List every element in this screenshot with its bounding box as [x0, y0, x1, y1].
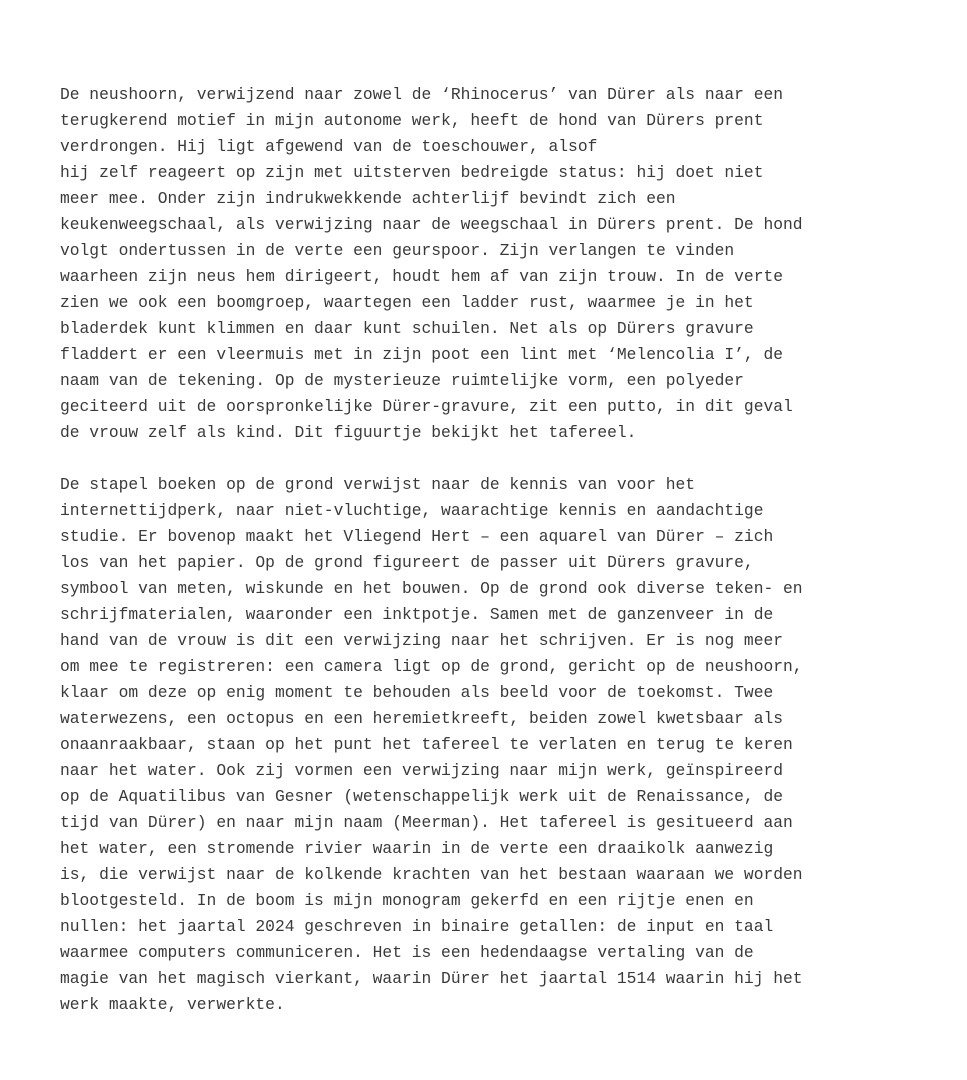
text-line: magie van het magisch vierkant, waarin Dürer het jaartal 1514 waarin hij het: [60, 969, 803, 988]
paragraph-books: [60, 472, 940, 1018]
text-line: op de Aquatilibus van Gesner (wetenschappelijk werk uit de Renaissance, de: [60, 787, 784, 806]
text-line: tijd van Dürer) en naar mijn naam (Meerman). Het tafereel is gesitueerd aan: [60, 813, 793, 832]
document-body: [60, 82, 940, 1018]
text-line: fladdert er een vleermuis met in zijn poot een lint met ‘Melencolia I’, de: [60, 345, 784, 364]
text-line: het water, een stromende rivier waarin in de verte een draaikolk aanwezig: [60, 839, 774, 858]
text-line: waterwezens, een octopus en een heremietkreeft, beiden zowel kwetsbaar als: [60, 709, 784, 728]
text-line: De neushoorn, verwijzend naar zowel de ‘Rhinocerus’ van Dürer als naar een: [60, 85, 784, 104]
text-line: symbool van meten, wiskunde en het bouwen. Op de grond ook diverse teken- en: [60, 579, 803, 598]
text-line: de vrouw zelf als kind. Dit figuurtje bekijkt het tafereel.: [60, 423, 637, 442]
text-line: verdrongen. Hij ligt afgewend van de toeschouwer, alsof: [60, 137, 598, 156]
text-line: nullen: het jaartal 2024 geschreven in binaire getallen: de input en taal: [60, 917, 774, 936]
text-line: waarmee computers communiceren. Het is een hedendaagse vertaling van de: [60, 943, 754, 962]
text-line: geciteerd uit de oorspronkelijke Dürer-gravure, zit een putto, in dit geval: [60, 397, 793, 416]
text-line: meer mee. Onder zijn indrukwekkende achterlijf bevindt zich een: [60, 189, 676, 208]
text-line: bladerdek kunt klimmen en daar kunt schuilen. Net als op Dürers gravure: [60, 319, 754, 338]
paragraph-rhinoceros: [60, 82, 940, 446]
text-line: naam van de tekening. Op de mysterieuze ruimtelijke vorm, een polyeder: [60, 371, 744, 390]
text-line: volgt ondertussen in de verte een geurspoor. Zijn verlangen te vinden: [60, 241, 735, 260]
text-line: om mee te registreren: een camera ligt op de grond, gericht op de neushoorn,: [60, 657, 803, 676]
text-line: internettijdperk, naar niet-vluchtige, waarachtige kennis en aandachtige: [60, 501, 764, 520]
text-line: keukenweegschaal, als verwijzing naar de weegschaal in Dürers prent. De hond: [60, 215, 803, 234]
text-line: klaar om deze op enig moment te behouden als beeld voor de toekomst. Twee: [60, 683, 774, 702]
text-line: blootgesteld. In de boom is mijn monogram gekerfd en een rijtje enen en: [60, 891, 754, 910]
text-line: is, die verwijst naar de kolkende krachten van het bestaan waaraan we worden: [60, 865, 803, 884]
text-line: zien we ook een boomgroep, waartegen een ladder rust, waarmee je in het: [60, 293, 754, 312]
text-line: De stapel boeken op de grond verwijst naar de kennis van voor het: [60, 475, 696, 494]
text-line: terugkerend motief in mijn autonome werk, heeft de hond van Dürers prent: [60, 111, 764, 130]
text-line: waarheen zijn neus hem dirigeert, houdt hem af van zijn trouw. In de verte: [60, 267, 784, 286]
text-line: naar het water. Ook zij vormen een verwijzing naar mijn werk, geïnspireerd: [60, 761, 784, 780]
text-line: studie. Er bovenop maakt het Vliegend Hert – een aquarel van Dürer – zich: [60, 527, 774, 546]
text-line: hij zelf reageert op zijn met uitsterven bedreigde status: hij doet niet: [60, 163, 764, 182]
text-line: schrijfmaterialen, waaronder een inktpotje. Samen met de ganzenveer in de: [60, 605, 774, 624]
text-line: onaanraakbaar, staan op het punt het tafereel te verlaten en terug te keren: [60, 735, 793, 754]
text-line: los van het papier. Op de grond figureert de passer uit Dürers gravure,: [60, 553, 754, 572]
text-line: hand van de vrouw is dit een verwijzing naar het schrijven. Er is nog meer: [60, 631, 784, 650]
text-line: werk maakte, verwerkte.: [60, 995, 285, 1014]
